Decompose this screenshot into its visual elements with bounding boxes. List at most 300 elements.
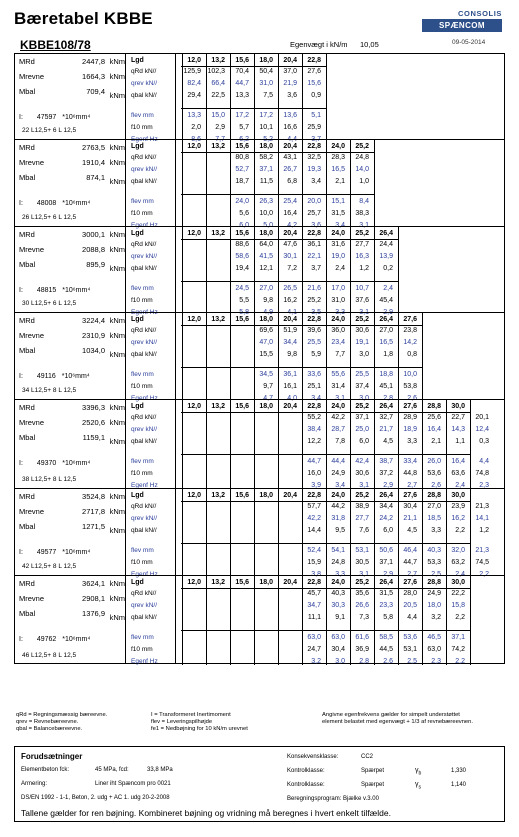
- cell-egenf: 2,4: [455, 571, 465, 578]
- cell-qbal: 5,9: [311, 351, 321, 358]
- calc-program: Beregningsprogram: Bjælke v.3.00: [287, 796, 379, 802]
- cell-f10: 37,2: [379, 470, 393, 477]
- grid-column-line: [374, 140, 375, 227]
- cell-egenf: 3,1: [359, 309, 369, 316]
- grid-column-line: [350, 489, 351, 576]
- property-value: 1664,3: [82, 72, 105, 81]
- cell-lgd: 20,4: [283, 492, 297, 499]
- property-label: Mbal: [19, 173, 36, 182]
- property-row: [19, 260, 125, 272]
- row-label-egenf: Egenf Hz: [131, 571, 158, 578]
- cell-flev: 5,1: [311, 112, 321, 119]
- cell-qrev: 16,5: [331, 166, 345, 173]
- cell-qrev: 25,0: [355, 426, 369, 433]
- property-value: 1910,4: [82, 158, 105, 167]
- cell-egenf: 2,9: [383, 482, 393, 489]
- grid-column-line: [374, 576, 375, 665]
- load-table-block: [14, 312, 505, 402]
- cell-lgd: 18,0: [259, 316, 273, 323]
- cell-f10: 25,7: [307, 210, 321, 217]
- cell-f10: 30,6: [355, 470, 369, 477]
- grid-column-line: [326, 313, 327, 400]
- cell-qbal: 9,5: [335, 527, 345, 534]
- gamma-subscript: b: [418, 770, 422, 777]
- property-value: 2717,8: [82, 507, 105, 516]
- property-row: [19, 507, 125, 519]
- cell-f10: 2,9: [215, 124, 225, 131]
- row-label-flev: flev mm: [131, 112, 154, 119]
- grid-column-line: [206, 227, 207, 313]
- grid-column-line: [470, 576, 471, 665]
- cell-qbal: 2,4: [335, 265, 345, 272]
- cell-qrev: 22,1: [307, 253, 321, 260]
- property-value: 2447,8: [82, 57, 105, 66]
- load-table-block: [14, 399, 505, 488]
- note-line: I = Transformeret Inertimoment: [151, 712, 231, 718]
- grid-column-line: [254, 227, 255, 313]
- inertia-unit: *10⁶mm⁴: [62, 287, 91, 294]
- gamma-s-value: 1,140: [451, 782, 467, 788]
- cell-egenf: 8,6: [191, 136, 201, 143]
- cell-qrev: 34,7: [307, 602, 321, 609]
- cell-qrd: 125,9: [183, 68, 201, 75]
- cell-flev: 10,7: [355, 285, 369, 292]
- note-line: qrev = Revnebæreevne.: [16, 719, 79, 725]
- cell-qrd: 32,7: [379, 414, 393, 421]
- cell-qrev: 16,4: [427, 426, 441, 433]
- cell-qbal: 1,2: [479, 527, 489, 534]
- row-label-flev: flev mm: [131, 198, 154, 205]
- cell-qrev: 14,0: [355, 166, 369, 173]
- row-label-f10: f10 mm: [131, 124, 153, 131]
- cell-lgd: 26,4: [379, 316, 393, 323]
- row-label-flev: flev mm: [131, 547, 154, 554]
- inertia-value: 49762: [36, 636, 57, 643]
- grid-column-line: [470, 400, 471, 489]
- cell-lgd: 18,0: [259, 579, 273, 586]
- header-rule: [181, 239, 399, 240]
- row-label-qrd: qRd kN//: [131, 414, 157, 421]
- cell-flev: 15,1: [331, 198, 345, 205]
- property-row: [19, 72, 125, 84]
- cell-f10: 31,0: [331, 297, 345, 304]
- grid-column-line: [278, 54, 279, 140]
- grid-column-line: [254, 489, 255, 576]
- row-labels: [131, 489, 181, 578]
- control-class-value: Spærpet: [361, 768, 385, 774]
- footer-note: Tallene gælder for ren bøjning. Kombineret bøjning og vridning må beregnes i hvert enkelt tilfælde.: [21, 808, 391, 818]
- notes-col-1: [16, 712, 146, 733]
- cell-qbal: 29,4: [187, 92, 201, 99]
- cell-lgd: 25,2: [355, 403, 369, 410]
- note-line: qbal = Balancebæreevne.: [16, 726, 83, 732]
- cell-lgd: 25,2: [355, 316, 369, 323]
- column-divider: [125, 576, 126, 663]
- row-label-qrev: qrev kN//: [131, 339, 158, 346]
- cell-egenf: 3,7: [311, 136, 321, 143]
- property-value: 1034,0: [82, 346, 105, 355]
- cell-f10: 15,9: [307, 559, 321, 566]
- cell-qrd: 30,6: [355, 327, 369, 334]
- property-row: [19, 579, 125, 591]
- cell-qrd: 55,2: [307, 414, 321, 421]
- cell-f10: 38,3: [355, 210, 369, 217]
- property-row: [19, 87, 125, 99]
- inertia-value: 49116: [36, 373, 56, 380]
- control-class-label: Kontrolklasse:: [287, 768, 325, 774]
- cell-flev: 46,4: [403, 547, 417, 554]
- cell-qrev: 21,7: [379, 426, 393, 433]
- cell-qrev: 25,5: [307, 339, 321, 346]
- span-label: Lgd: [131, 492, 144, 499]
- load-table-block: [14, 226, 505, 316]
- cell-qbal: 13,3: [235, 92, 249, 99]
- grid-column-line: [278, 313, 279, 400]
- property-label: MRd: [19, 316, 35, 325]
- cell-qrev: 26,7: [283, 166, 297, 173]
- cell-flev: 26,0: [427, 458, 441, 465]
- cell-qrev: 41,5: [259, 253, 273, 260]
- inertia-unit: *10⁶mm⁴: [62, 549, 91, 556]
- row-label-f10: f10 mm: [131, 383, 153, 390]
- cell-qrev: 82,4: [187, 80, 201, 87]
- cell-lgd: 30,0: [451, 579, 465, 586]
- grid-column-line: [470, 489, 471, 576]
- property-label: Mrevne: [19, 245, 45, 254]
- cell-flev: 54,1: [331, 547, 345, 554]
- cell-qrd: 31,5: [379, 590, 393, 597]
- grid-column-line: [302, 400, 303, 489]
- cell-qrev: 18,5: [427, 515, 441, 522]
- cell-qrd: 27,6: [307, 68, 321, 75]
- inertia-unit: *10⁶mm⁴: [62, 200, 91, 207]
- concrete-label: Elementbeton fck:: [21, 767, 70, 773]
- grid-column-line: [182, 227, 183, 313]
- cell-flev: 24,5: [235, 285, 249, 292]
- cell-qrd: 25,6: [427, 414, 441, 421]
- grid-column-line: [278, 576, 279, 665]
- cell-f10: 53,3: [427, 559, 441, 566]
- row-label-qbal: qbal kN//: [131, 351, 157, 358]
- cell-lgd: 18,0: [259, 143, 273, 150]
- load-table-block: [14, 53, 505, 143]
- property-value: 1376,9: [82, 609, 105, 618]
- grid-column-line: [254, 313, 255, 400]
- cell-qrd: 51,9: [283, 327, 297, 334]
- cell-qrd: 40,3: [331, 590, 345, 597]
- grid-column-line: [446, 400, 447, 489]
- cell-egenf: 2,5: [407, 658, 417, 665]
- gamma-subscript: s: [418, 784, 421, 791]
- cell-lgd: 24,0: [331, 230, 345, 237]
- cell-egenf: 2,7: [407, 482, 417, 489]
- row-label-qrd: qRd kN//: [131, 590, 157, 597]
- values-grid: [181, 313, 501, 402]
- grid-column-line: [302, 313, 303, 400]
- cell-egenf: 3,5: [311, 309, 321, 316]
- grid-column-line: [350, 227, 351, 313]
- inertia-value: 48008: [36, 200, 57, 207]
- cell-flev: 21,3: [475, 547, 489, 554]
- cell-f10: 30,4: [331, 646, 345, 653]
- cell-egenf: 6,0: [239, 222, 249, 229]
- property-unit: kNm: [109, 331, 125, 340]
- values-grid: [181, 54, 501, 143]
- cell-lgd: 12,0: [187, 492, 201, 499]
- cell-qbal: 11,5: [259, 178, 273, 185]
- row-label-egenf: Egenf Hz: [131, 222, 158, 229]
- cell-lgd: 15,6: [235, 579, 249, 586]
- cell-lgd: 22,8: [307, 57, 321, 64]
- property-row: [19, 594, 125, 606]
- cell-lgd: 12,0: [187, 57, 201, 64]
- row-label-qbal: qbal kN//: [131, 178, 157, 185]
- cell-qbal: 14,4: [307, 527, 321, 534]
- row-label-qrev: qrev kN//: [131, 426, 158, 433]
- cell-flev: 17,0: [331, 285, 345, 292]
- grid-column-line: [182, 313, 183, 400]
- cell-qrd: 58,2: [259, 154, 273, 161]
- cell-qbal: 7,2: [287, 265, 297, 272]
- inertia-row: [19, 373, 90, 380]
- cell-flev: 53,1: [355, 547, 369, 554]
- cell-qrd: 32,5: [307, 154, 321, 161]
- grid-column-line: [422, 313, 423, 400]
- inertia-row: [19, 549, 90, 556]
- row-label-qbal: qbal kN//: [131, 614, 157, 621]
- cell-egenf: 2,7: [407, 571, 417, 578]
- inertia-row: [19, 636, 90, 643]
- grid-column-line: [206, 140, 207, 227]
- values-grid: [181, 227, 501, 316]
- cell-qrd: 36,0: [331, 327, 345, 334]
- grid-column-line: [254, 400, 255, 489]
- property-value: 895,9: [86, 260, 105, 269]
- cell-qrd: 27,7: [355, 241, 369, 248]
- grid-column-line: [254, 576, 255, 665]
- row-labels: [131, 140, 181, 229]
- cell-qrev: 23,4: [331, 339, 345, 346]
- cell-lgd: 20,4: [283, 143, 297, 150]
- cell-flev: 20,0: [307, 198, 321, 205]
- property-unit: kNm: [109, 526, 125, 535]
- grid-column-line: [326, 227, 327, 313]
- cell-qbal: 2,2: [455, 527, 465, 534]
- self-weight-value: 10,05: [360, 40, 379, 49]
- cell-f10: 37,6: [355, 297, 369, 304]
- row-label-qrd: qRd kN//: [131, 503, 157, 510]
- strand-configuration: 46 L12,5+ 8 L 12,5: [22, 652, 77, 659]
- row-label-qbal: qbal kN//: [131, 265, 157, 272]
- cell-qrd: 20,1: [475, 414, 489, 421]
- cell-f10: 16,6: [283, 124, 297, 131]
- grid-column-line: [446, 489, 447, 576]
- cell-qrd: 50,4: [259, 68, 273, 75]
- standard-reference: DS/EN 1992 - 1-1, Beton, 2. udg + AC 1. udg 20-2-2008: [21, 795, 170, 801]
- property-label: MRd: [19, 57, 35, 66]
- cell-egenf: 3,1: [359, 482, 369, 489]
- cell-egenf: 2,9: [383, 309, 393, 316]
- values-grid: [181, 489, 501, 578]
- row-label-egenf: Egenf Hz: [131, 309, 158, 316]
- cell-lgd: 12,0: [187, 403, 201, 410]
- cell-f10: 44,5: [379, 646, 393, 653]
- cell-qrd: 22,2: [451, 590, 465, 597]
- grid-column-line: [446, 576, 447, 665]
- cell-flev: 25,4: [283, 198, 297, 205]
- gamma-b-symbol: [415, 767, 421, 776]
- cell-egenf: 2,3: [431, 658, 441, 665]
- property-value: 1159,1: [82, 433, 105, 442]
- cell-qrev: 13,9: [379, 253, 393, 260]
- cell-flev: 44,4: [331, 458, 345, 465]
- grid-column-line: [230, 313, 231, 400]
- cell-lgd: 13,2: [211, 316, 225, 323]
- row-label-qbal: qbal kN//: [131, 527, 157, 534]
- cell-qbal: 0,8: [407, 351, 417, 358]
- property-label: Mrevne: [19, 594, 45, 603]
- grid-column-line: [398, 489, 399, 576]
- cell-lgd: 22,8: [307, 403, 321, 410]
- grid-column-line: [182, 576, 183, 665]
- logo-main-text: SPÆNCOM: [422, 19, 502, 32]
- property-unit: kNm: [109, 418, 125, 427]
- cell-lgd: 24,0: [331, 492, 345, 499]
- cell-egenf: 3,2: [311, 658, 321, 665]
- grid-column-line: [278, 140, 279, 227]
- cell-flev: 13,3: [187, 112, 201, 119]
- property-row: [19, 418, 125, 430]
- cell-egenf: 2,6: [431, 482, 441, 489]
- cell-lgd: 24,0: [331, 579, 345, 586]
- row-label-qrev: qrev kN//: [131, 515, 158, 522]
- property-label: MRd: [19, 492, 35, 501]
- self-weight-info: [290, 40, 379, 49]
- row-label-egenf: Egenf Hz: [131, 136, 158, 143]
- cell-f10: 31,4: [331, 383, 345, 390]
- cell-lgd: 24,0: [331, 403, 345, 410]
- cell-qbal: 1,2: [359, 265, 369, 272]
- cell-qrd: 23,9: [451, 503, 465, 510]
- cell-qrev: 30,1: [283, 253, 297, 260]
- fck-value: 45 MPa, fcd:: [95, 767, 129, 773]
- grid-column-line: [230, 54, 231, 140]
- property-label: MRd: [19, 403, 35, 412]
- cell-lgd: 18,0: [259, 403, 273, 410]
- gamma-symbol: γ: [415, 781, 419, 788]
- cell-flev: 4,4: [479, 458, 489, 465]
- property-unit: kNm: [109, 57, 125, 66]
- cell-egenf: 3,1: [335, 395, 345, 402]
- cell-egenf: 4,0: [287, 395, 297, 402]
- grid-column-line: [206, 313, 207, 400]
- cell-egenf: 5,2: [263, 136, 273, 143]
- cell-f10: 5,6: [239, 210, 249, 217]
- cell-qrev: 44,7: [235, 80, 249, 87]
- property-row: [19, 230, 125, 242]
- grid-column-line: [422, 489, 423, 576]
- property-unit: kNm: [109, 613, 125, 622]
- cell-lgd: 24,0: [331, 316, 345, 323]
- cell-lgd: 26,4: [379, 230, 393, 237]
- cell-f10: 53,8: [403, 383, 417, 390]
- property-unit: kNm: [109, 91, 125, 100]
- cell-egenf: 3,8: [311, 571, 321, 578]
- reinforcement-value: Liner iht Spæncom pro 0021: [95, 781, 171, 787]
- gamma-symbol: γ: [415, 767, 419, 774]
- gamma-s-symbol: [415, 781, 421, 790]
- cell-flev: 63,0: [307, 634, 321, 641]
- cell-f10: 31,5: [331, 210, 345, 217]
- cell-qbal: 15,5: [259, 351, 273, 358]
- cell-lgd: 22,8: [307, 230, 321, 237]
- cell-egenf: 3,3: [335, 309, 345, 316]
- cell-lgd: 20,4: [283, 403, 297, 410]
- row-label-qrd: qRd kN//: [131, 154, 157, 161]
- property-unit: kNm: [109, 158, 125, 167]
- cell-flev: 61,6: [355, 634, 369, 641]
- control-class-value-2: Spærpet: [361, 782, 385, 788]
- property-value: 3224,4: [82, 316, 105, 325]
- grid-column-line: [230, 227, 231, 313]
- row-labels: [131, 54, 181, 143]
- cell-f10: 24,9: [331, 470, 345, 477]
- cell-lgd: 28,8: [427, 579, 441, 586]
- cell-lgd: 22,8: [307, 316, 321, 323]
- cell-qrd: 24,4: [379, 241, 393, 248]
- cell-f10: 63,6: [451, 470, 465, 477]
- cell-f10: 16,1: [283, 383, 297, 390]
- section-properties: [16, 54, 126, 139]
- strand-configuration: 22 L12,5+ 6 L 12,5: [22, 127, 77, 134]
- cell-qrd: 69,6: [259, 327, 273, 334]
- cell-f10: 44,8: [403, 470, 417, 477]
- cell-flev: 40,3: [427, 547, 441, 554]
- values-grid: [181, 576, 501, 663]
- cell-flev: 63,0: [331, 634, 345, 641]
- cell-flev: 46,5: [427, 634, 441, 641]
- cell-lgd: 20,4: [283, 230, 297, 237]
- cell-egenf: 3,9: [311, 482, 321, 489]
- grid-column-line: [326, 54, 327, 140]
- property-row: [19, 143, 125, 155]
- inertia-value: 49370: [36, 460, 57, 467]
- cell-lgd: 12,0: [187, 143, 201, 150]
- cell-flev: 50,6: [379, 547, 393, 554]
- values-grid: [181, 140, 501, 229]
- property-label: Mbal: [19, 346, 36, 355]
- property-row: [19, 492, 125, 504]
- property-row: [19, 158, 125, 170]
- cell-qbal: 5,8: [383, 614, 393, 621]
- cell-flev: 44,7: [307, 458, 321, 465]
- note-line: element belastet med egenvægt + 1/3 af revnebæreevnen.: [322, 719, 473, 725]
- cell-flev: 36,1: [283, 371, 297, 378]
- cell-flev: 42,4: [355, 458, 369, 465]
- grid-column-line: [182, 489, 183, 576]
- grid-column-line: [182, 140, 183, 227]
- inertia-value: 48815: [36, 287, 57, 294]
- cell-qrev: 19,3: [307, 166, 321, 173]
- column-divider: [125, 313, 126, 399]
- cell-egenf: 2,2: [479, 571, 489, 578]
- cell-qrev: 26,6: [355, 602, 369, 609]
- cell-qbal: 3,2: [431, 614, 441, 621]
- note-line: fe1 = Nedbøjning for 10 kN/m urevnet: [151, 726, 248, 732]
- cell-f10: 30,5: [355, 559, 369, 566]
- cell-qbal: 4,4: [407, 614, 417, 621]
- cell-qbal: 1,1: [455, 438, 465, 445]
